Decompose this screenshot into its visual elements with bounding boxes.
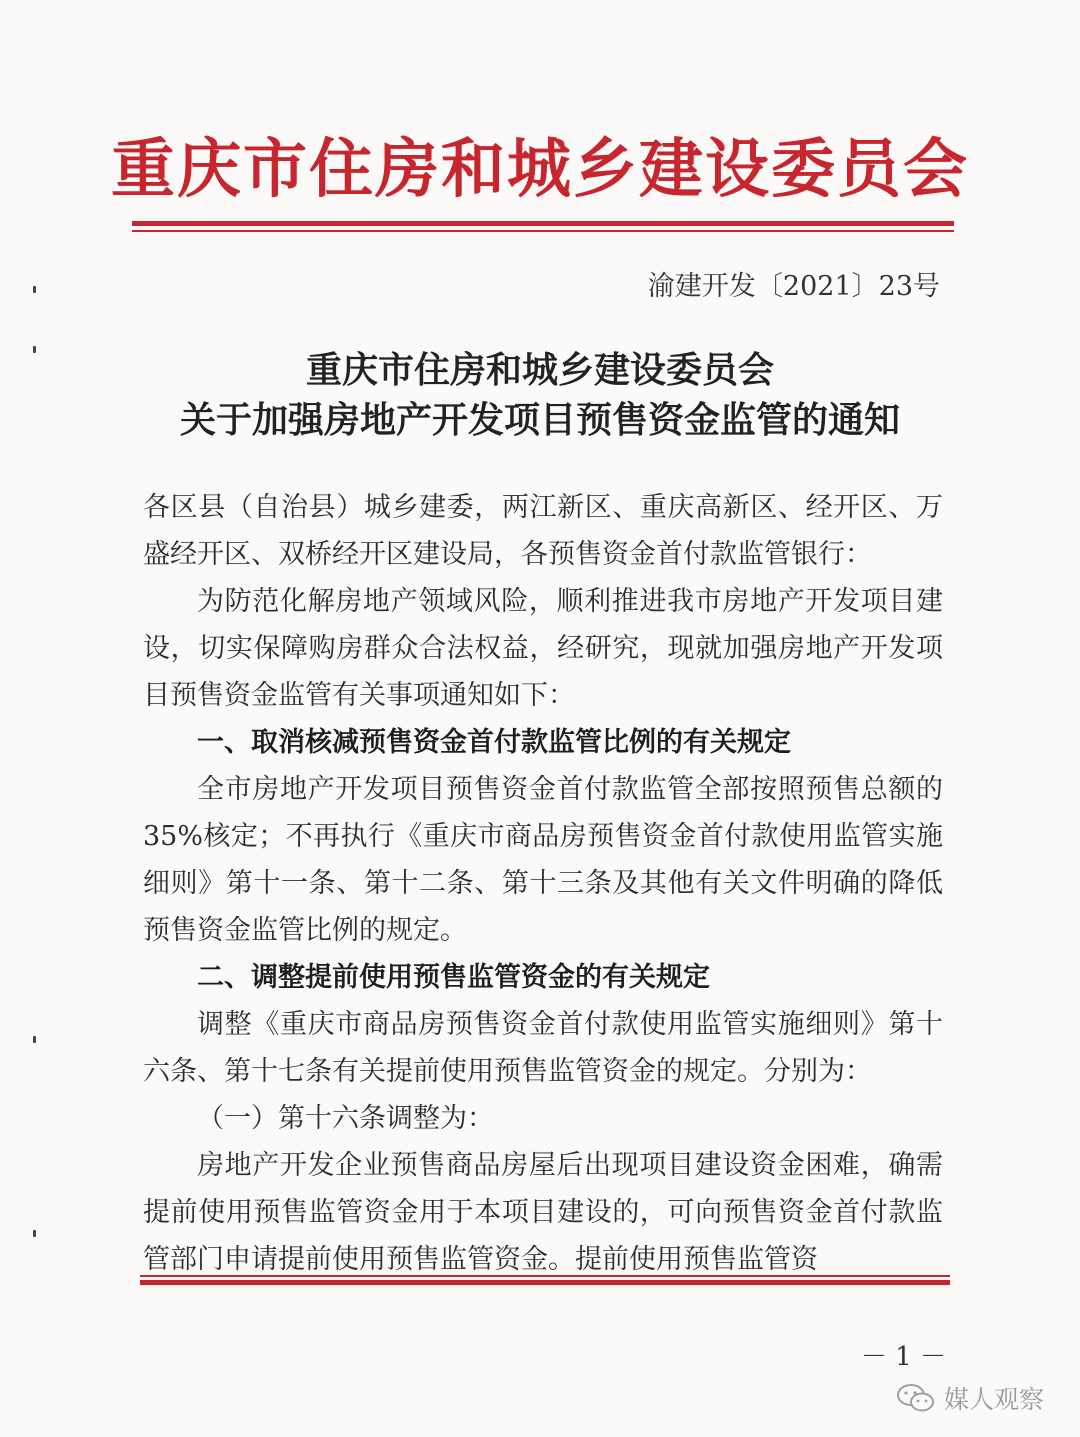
subsection1-heading: （一）第十六条调整为： bbox=[197, 1103, 494, 1134]
document-number: 渝建开发〔2021〕23号 bbox=[647, 271, 940, 302]
notice-body bbox=[143, 484, 943, 1283]
watermark bbox=[896, 1378, 1044, 1418]
footer-rule-thin bbox=[140, 1275, 950, 1277]
addressee: 各区县（自治县）城乡建委，两江新区、重庆高新区、经开区、万盛经开区、双桥经开区建设局，各预售资金首付款监管银行： bbox=[143, 492, 943, 570]
scan-speck bbox=[33, 286, 36, 293]
section2-paragraph: 调整《重庆市商品房预售资金首付款使用监管实施细则》第十六条、第十七条有关提前使用预售监管资金的规定。分别为： bbox=[143, 1009, 943, 1087]
scan-speck bbox=[33, 1230, 36, 1237]
section2-heading: 二、调整提前使用预售监管资金的有关规定 bbox=[197, 962, 710, 993]
notice-title-line1: 重庆市住房和城乡建设委员会 bbox=[305, 349, 774, 391]
scan-speck bbox=[33, 1036, 36, 1043]
letterhead-rule-thin bbox=[132, 230, 954, 232]
footer-rule-thick bbox=[140, 1280, 950, 1285]
section1-heading: 一、取消核减预售资金首付款监管比例的有关规定 bbox=[197, 727, 791, 758]
letterhead-rule-thick bbox=[132, 221, 954, 226]
page-number: － 1 － bbox=[860, 1342, 946, 1372]
wechat-icon bbox=[896, 1383, 936, 1413]
notice-title-line2: 关于加强房地产开发项目预售资金监管的通知 bbox=[179, 399, 900, 441]
section1-paragraph: 全市房地产开发项目预售资金首付款监管全部按照预售总额的35%核定；不再执行《重庆市商品房预售资金首付款使用监管实施细则》第十一条、第十二条、第十三条及其他有关文件明确的降低预售资金监管比例的规定。 bbox=[143, 774, 943, 946]
watermark-text: 媒人观察 bbox=[943, 1385, 1044, 1414]
intro-paragraph: 为防范化解房地产领域风险，顺利推进我市房地产开发项目建设，切实保障购房群众合法权益，经研究，现就加强房地产开发项目预售资金监管有关事项通知如下： bbox=[143, 586, 943, 711]
scan-speck bbox=[33, 346, 36, 353]
subsection1-paragraph: 房地产开发企业预售商品房屋后出现项目建设资金困难，确需提前使用预售监管资金用于本项目建设的，可向预售资金首付款监管部门申请提前使用预售监管资金。提前使用预售监管资 bbox=[143, 1150, 943, 1275]
letterhead-title: 重庆市住房和城乡建设委员会 bbox=[111, 132, 969, 207]
